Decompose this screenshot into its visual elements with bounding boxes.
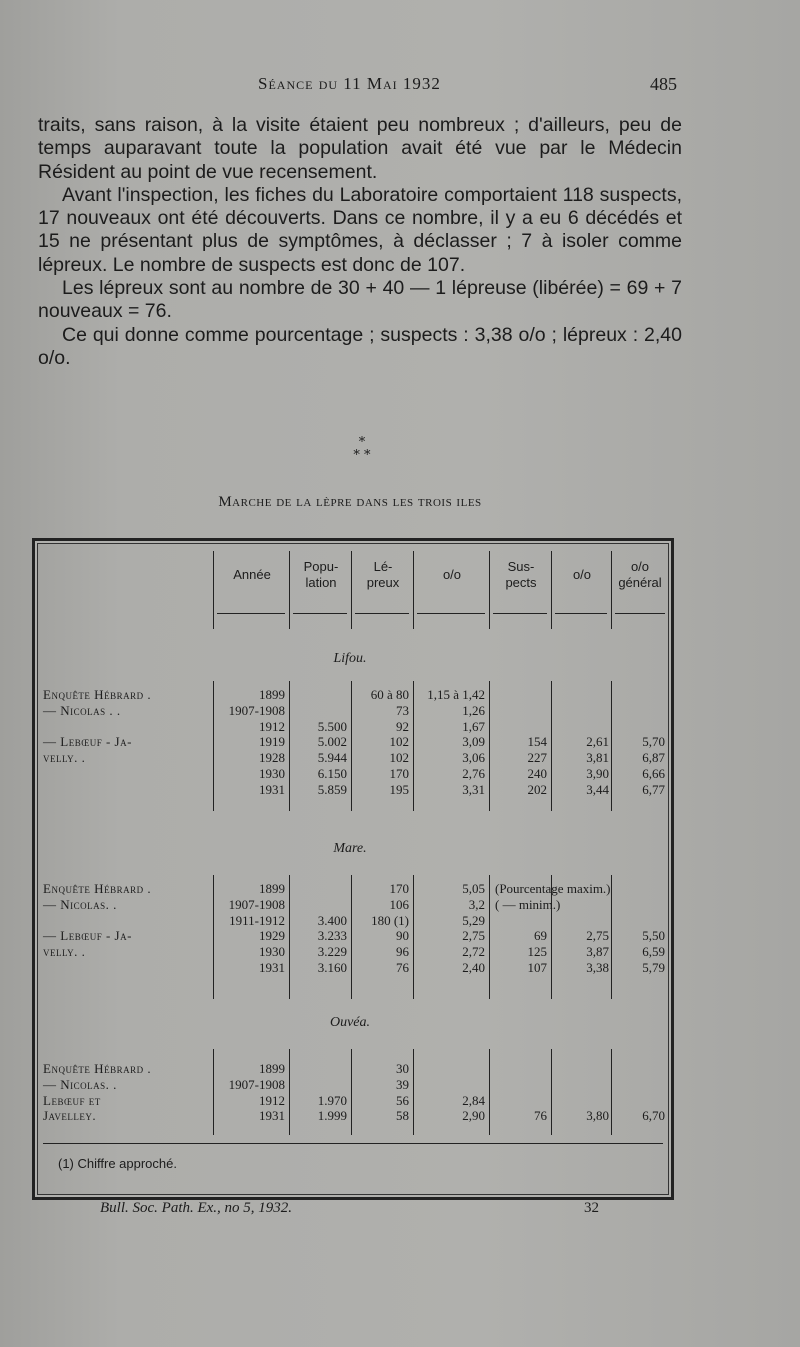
- column-divider: [213, 551, 214, 629]
- column-header: o/o général: [618, 559, 662, 590]
- column-divider: [611, 681, 612, 811]
- table-cell: 39: [396, 1076, 409, 1092]
- table-cell: 96: [396, 944, 409, 960]
- table-cell: 3,80: [586, 1108, 609, 1124]
- table-cell: 3,2: [468, 896, 485, 912]
- table-cell: 2,76: [462, 766, 485, 781]
- table-cell: 180 (1): [371, 912, 409, 928]
- table-cell: 170: [389, 766, 409, 781]
- column-header: o/o: [572, 567, 592, 582]
- column-header: Sus- pects: [505, 559, 537, 590]
- table-cell: 1.999: [317, 1108, 347, 1124]
- table-cell: 1930: [259, 766, 285, 781]
- table-cell: 107: [527, 960, 547, 975]
- body-text: [38, 114, 682, 370]
- table-cell: 5,29: [462, 912, 485, 928]
- section-title: Ouvéa.: [329, 1015, 371, 1030]
- table-rule: [43, 1143, 663, 1144]
- column-divider: [289, 1049, 290, 1135]
- table-cell: 3,87: [586, 944, 609, 960]
- column-divider: [611, 1049, 612, 1135]
- header-title: Séance du 11 Mai 1932: [258, 74, 441, 93]
- row-label: — Lebœuf - Ja-: [43, 734, 132, 750]
- table-cell: 58: [396, 1108, 409, 1124]
- table-cell: 1907-1908: [228, 702, 285, 718]
- table-cell: 3,31: [462, 781, 485, 797]
- table-cell: 1907-1908: [228, 896, 285, 912]
- data-table: [32, 538, 674, 1200]
- table-cell: 3,09: [462, 734, 485, 750]
- table-cell: 154: [527, 734, 547, 750]
- table-cell: 1931: [259, 960, 285, 975]
- running-header: [0, 74, 800, 98]
- table-cell: 1,67: [462, 718, 485, 734]
- table-cell: 6.150: [317, 766, 347, 781]
- row-label: Lebœuf et: [43, 1092, 101, 1108]
- column-divider: [351, 551, 352, 629]
- row-label: velly. .: [43, 944, 86, 960]
- header-rule: [293, 613, 347, 614]
- table-cell: 240: [527, 766, 547, 781]
- header-rule: [555, 613, 607, 614]
- table-cell: 2,75: [586, 928, 609, 944]
- section-separator: [342, 436, 382, 462]
- table-cell: 5.859: [317, 781, 347, 797]
- table-cell: 202: [527, 781, 547, 797]
- table-cell: 3.233: [317, 928, 347, 944]
- header-rule: [355, 613, 409, 614]
- table-cell: 3,90: [586, 766, 609, 781]
- column-divider: [489, 1049, 490, 1135]
- column-divider: [289, 875, 290, 999]
- table-cell: 1931: [259, 781, 285, 797]
- column-header: Année: [233, 567, 271, 582]
- row-label: Enquête Hébrard .: [43, 1061, 152, 1076]
- table-cell: 3.400: [317, 912, 347, 928]
- table-footnote: (1) Chiffre approché.: [58, 1156, 177, 1171]
- table-cell: 2,72: [462, 944, 485, 960]
- table-cell: 5,79: [642, 960, 665, 975]
- column-divider: [213, 1049, 214, 1135]
- table-cell: 6,77: [642, 781, 665, 797]
- table-cell: 92: [396, 718, 409, 734]
- column-divider: [413, 875, 414, 999]
- table-cell: 1912: [259, 1092, 285, 1108]
- table-cell: 5,05: [462, 881, 485, 896]
- column-divider: [413, 551, 414, 629]
- table-cell: 3,81: [586, 750, 609, 766]
- header-rule: [493, 613, 547, 614]
- table-cell: 227: [527, 750, 547, 766]
- column-divider: [351, 875, 352, 999]
- table-cell: 170: [389, 881, 409, 896]
- column-divider: [611, 551, 612, 629]
- table-cell: 2,90: [462, 1108, 485, 1124]
- table-cell: 30: [396, 1061, 409, 1076]
- table-cell: 3.229: [317, 944, 347, 960]
- table-cell: 2,75: [462, 928, 485, 944]
- table-cell: 6,70: [642, 1108, 665, 1124]
- table-cell: 125: [527, 944, 547, 960]
- header-rule: [615, 613, 665, 614]
- column-divider: [413, 681, 414, 811]
- row-label: — Nicolas. .: [43, 896, 117, 912]
- table-cell: 90: [396, 928, 409, 944]
- table-cell: 5.500: [317, 718, 347, 734]
- table-cell: 102: [389, 734, 409, 750]
- column-divider: [489, 551, 490, 629]
- row-label: velly. .: [43, 750, 86, 766]
- table-cell: 69: [534, 928, 547, 944]
- table-cell: 2,84: [462, 1092, 485, 1108]
- table-cell: 73: [396, 702, 409, 718]
- paragraph: Ce qui donne comme pourcentage ; suspects : 3,38 o/o ; lépreux : 2,40 o/o.: [38, 323, 682, 369]
- table-cell: 56: [396, 1092, 409, 1108]
- table-cell: 2,61: [586, 734, 609, 750]
- table-cell: 3.160: [317, 960, 347, 975]
- column-divider: [489, 875, 490, 999]
- page-number: 485: [650, 74, 677, 94]
- table-cell: 60 à 80: [370, 687, 409, 702]
- table-cell: 76: [534, 1108, 547, 1124]
- column-divider: [489, 681, 490, 811]
- table-cell: 2,40: [462, 960, 485, 975]
- column-divider: [289, 551, 290, 629]
- table-cell: 102: [389, 750, 409, 766]
- table-cell: 1.970: [317, 1092, 347, 1108]
- column-divider: [289, 681, 290, 811]
- paragraph: Avant l'inspection, les fiches du Laboratoire comportaient 118 suspects, 17 nouveaux ont été découverts. Dans ce nombre, il y a eu 6 décédés et 15 ne présentant plus de symptômes, à déclasser ; 7 à isoler comme lépreux. Le nombre de suspects est donc de 107.: [38, 183, 682, 276]
- table-cell: 1899: [259, 881, 285, 896]
- signature-mark: 32: [584, 1200, 599, 1216]
- section-title: Mare.: [333, 841, 367, 856]
- row-label: Enquête Hébrard .: [43, 881, 152, 896]
- column-divider: [551, 551, 552, 629]
- table-cell: 1,15 à 1,42: [427, 687, 485, 702]
- table-cell: 3,06: [462, 750, 485, 766]
- table-cell: 1,26: [462, 702, 485, 718]
- table-cell: 1911-1912: [229, 912, 285, 928]
- column-divider: [351, 681, 352, 811]
- table-cell: 1919: [259, 734, 285, 750]
- table-cell: 6,66: [642, 766, 665, 781]
- header-rule: [417, 613, 485, 614]
- column-divider: [551, 1049, 552, 1135]
- column-header: Lé- preux: [366, 559, 400, 590]
- table-note: (Pourcentage maxim.): [495, 881, 611, 896]
- separator-stars: * *: [353, 448, 371, 463]
- table-note: ( — minim.): [495, 896, 561, 912]
- row-label: — Lebœuf - Ja-: [43, 928, 132, 944]
- column-divider: [611, 875, 612, 999]
- table-title: Marche de la lèpre dans les trois iles: [218, 494, 482, 510]
- table-cell: 1929: [259, 928, 285, 944]
- paragraph: Les lépreux sont au nombre de 30 + 40 — 1 lépreuse (libérée) = 69 + 7 nouveaux = 76.: [38, 277, 682, 323]
- column-divider: [413, 1049, 414, 1135]
- row-label: Javelley.: [43, 1108, 97, 1124]
- table-cell: 3,44: [586, 781, 609, 797]
- row-label: Enquête Hébrard .: [43, 687, 152, 702]
- table-cell: 6,87: [642, 750, 665, 766]
- section-title: Lifou.: [333, 651, 367, 666]
- table-cell: 5,50: [642, 928, 665, 944]
- table-cell: 3,38: [586, 960, 609, 975]
- paragraph: traits, sans raison, à la visite étaient peu nombreux ; d'ailleurs, peu de temps auparavant toute la population avait été vue par le Médecin Résident au point de vue recensement.: [38, 114, 682, 183]
- table-cell: 5,70: [642, 734, 665, 750]
- table-cell: 76: [396, 960, 409, 975]
- table-cell: 1931: [259, 1108, 285, 1124]
- table-cell: 6,59: [642, 944, 665, 960]
- citation: Bull. Soc. Path. Ex., no 5, 1932.: [100, 1200, 293, 1216]
- table-cell: 5.002: [317, 734, 347, 750]
- table-cell: 5.944: [317, 750, 347, 766]
- row-label: — Nicolas . .: [43, 702, 121, 718]
- column-divider: [213, 875, 214, 999]
- table-cell: 1912: [259, 718, 285, 734]
- row-label: — Nicolas. .: [43, 1076, 117, 1092]
- table-cell: 1930: [259, 944, 285, 960]
- table-cell: 1899: [259, 1061, 285, 1076]
- table-cell: 195: [389, 781, 409, 797]
- column-divider: [351, 1049, 352, 1135]
- column-divider: [551, 681, 552, 811]
- table-cell: 106: [389, 896, 409, 912]
- column-header: o/o: [442, 567, 462, 582]
- table-cell: 1928: [259, 750, 285, 766]
- table-cell: 1907-1908: [228, 1076, 285, 1092]
- page-footer: [100, 1200, 680, 1224]
- column-divider: [213, 681, 214, 811]
- header-rule: [217, 613, 285, 614]
- separator-star: *: [358, 435, 366, 450]
- table-cell: 1899: [259, 687, 285, 702]
- column-header: Popu- lation: [303, 559, 339, 590]
